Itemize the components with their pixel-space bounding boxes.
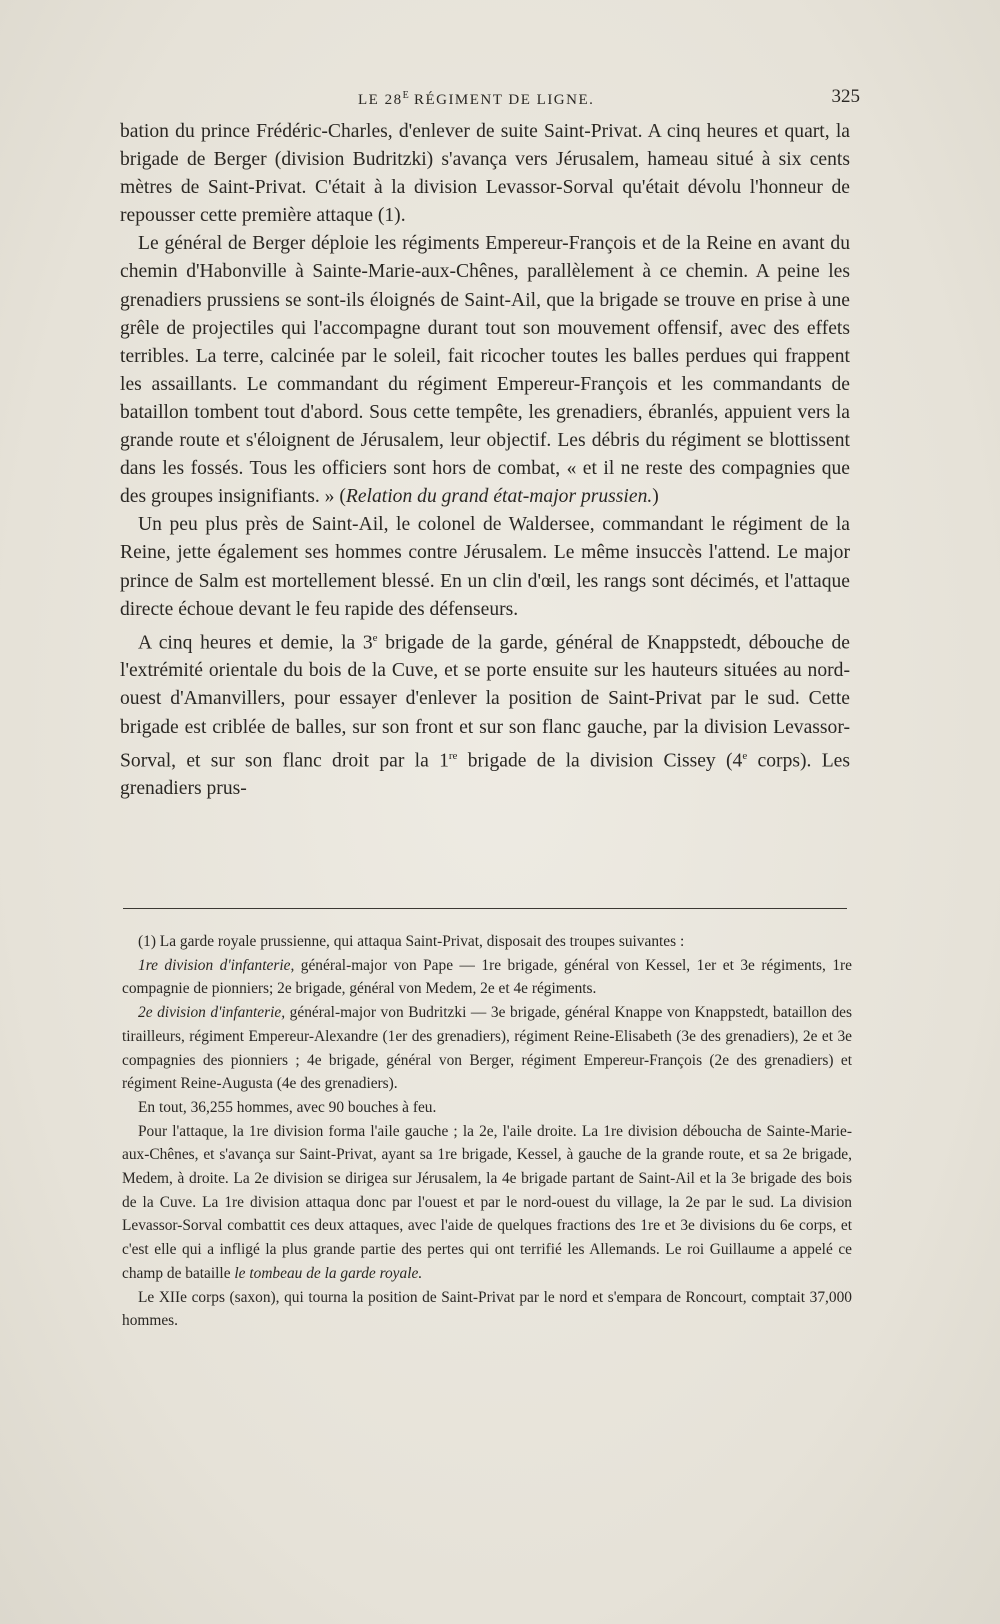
paragraph-4: A cinq heures et demie, la 3e brigade de la garde, général de Knappstedt, débouche de l'extrémité orientale du bois de la Cuve, et se porte ensuite sur les hauteurs situées au nord-ouest d'Amanvillers, pour essayer d'enlever la position de Saint-Privat par le sud. Cette brigade est criblée de balles, sur son front et sur son flanc gauche, par la division Levassor-Sorval, et sur son flanc droit par la 1re brigade de la division Cissey (4e corps). Les grenadiers prus- [120,631,851,800]
footnote-total: En tout, 36,255 hommes, avec 90 bouches à feu. [138,1098,437,1116]
footnote-attack: Pour l'attaque, la 1re division forma l'aile gauche ; la 2e, l'aile droite. La 1re division déboucha de Sainte-Marie-aux-Chênes, et s'avança sur Saint-Privat, ayant sa 1re brigade, Kessel, à gauche de la grande route, et sa 2e brigade, Medem, à droite. La 2e division se dirigea sur Jérusalem, la 4e brigade partant de Saint-Ail et la 3e brigade des bois de la Cuve. La 1re division attaqua donc par l'ouest et par le nord-ouest du village, la 2e par le sud. La division Levassor-Sorval combattit ces deux attaques, avec l'aide de quelques fractions des 1re et 3e divisions du 6e corps, et c'est elle qui a infligé la plus grande partie des pertes qui ont terrifié les Allemands. Le roi Guillaume a appelé ce champ de bataille le tombeau de la garde royale. [122,1122,852,1282]
paragraph-2: Le général de Berger déploie les régiments Empereur-François et de la Reine en avant du chemin d'Habonville à Sainte-Marie-aux-Chênes, parallèlement à ce chemin. A peine les grenadiers prussiens se sont-ils éloignés de Saint-Ail, que la brigade se trouve en prise à une grêle de projectiles qui l'accompagne durant tout son mouvement offensif, avec des effets terribles. La terre, calcinée par le soleil, fait ricocher toutes les balles perdues qui frappent les assaillants. Le commandant du régiment Empereur-François et les commandants de bataillon tombent tout d'abord. Sous cette tempête, les grenadiers, ébranlés, appuient vers la grande route et s'éloignent de Jérusalem, leur objectif. Les débris du régiment se blottissent dans les fossés. Tous les officiers sont hors de combat, « et il ne reste des compagnies que des groupes insignifiants. » (Relation du grand état-major prussien.) [120,233,850,508]
main-text [120,118,850,803]
citation: Relation du grand état-major prussien. [345,486,653,508]
page-header [120,86,860,112]
footnote-first-division: 1re division d'infanterie, général-major von Pape — 1re brigade, général von Kessel, 1er et 3e régiments, 1re compagnie de pionniers; 2e brigade, général von Medem, 2e et 4e régiments. [122,956,852,998]
footnote-intro: (1) La garde royale prussienne, qui attaqua Saint-Privat, disposait des troupes suivantes : [138,933,685,950]
footnotes [122,930,852,1333]
page-number: 325 [831,86,860,107]
running-title: LE $28^E$ RÉGIMENT DE LIGNE. [358,90,595,108]
footnote-divider [123,908,847,909]
footnote-saxon-corps: Le XIIe corps (saxon), qui tourna la position de Saint-Privat par le nord et s'empara de Roncourt, comptait 37,000 hommes. [122,1288,852,1330]
footnote-second-division: 2e division d'infanterie, général-major von Budritzki — 3e brigade, général Knappe von Knappstedt, bataillon des tirailleurs, régiment Empereur-Alexandre (1er des grenadiers), régiment Reine-Elisabeth (3e des grenadiers), 2e et 3e compagnies des pionniers ; 4e brigade, général von Berger, régiment Empereur-François (2e des grenadiers) et régiment Reine-Augusta (4e des grenadiers). [122,1004,852,1093]
paragraph-1: bation du prince Frédéric-Charles, d'enlever de suite Saint-Privat. A cinq heures et quart, la brigade de Berger (division Budritzki) s'avança vers Jérusalem, hameau situé à six cents mètres de Saint-Privat. C'était à la division Levassor-Sorval qu'était dévolu l'honneur de repousser cette première attaque (1). [120,121,850,227]
paragraph-3: Un peu plus près de Saint-Ail, le colonel de Waldersee, commandant le régiment de la Reine, jette également ses hommes contre Jérusalem. Le même insuccès l'attend. Le major prince de Salm est mortellement blessé. En un clin d'œil, les rangs sont décimés, et l'attaque directe échoue devant le feu rapide des défenseurs. [120,514,850,620]
